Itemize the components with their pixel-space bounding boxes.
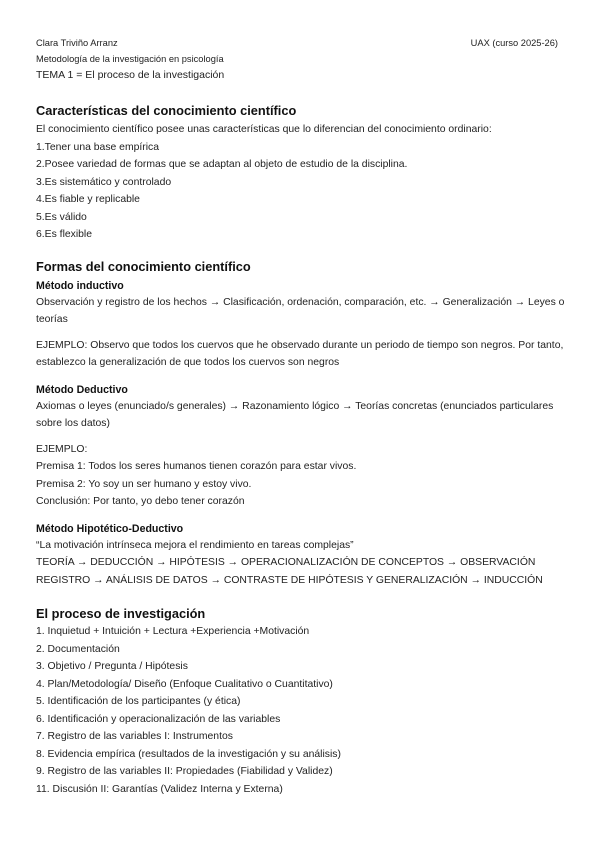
list-item: 9. Registro de las variables II: Propiedades (Fiabilidad y Validez) bbox=[36, 766, 333, 777]
premise-2: Premisa 2: Yo soy un ser humano y estoy vivo. bbox=[36, 478, 252, 490]
section-research-process bbox=[36, 605, 566, 798]
deductive-method-text: Axiomas o leyes (enunciado/s generales) → Razonamiento lógico → Teorías concretas (enunciados particulares sobre los datos) bbox=[36, 400, 554, 429]
document-body bbox=[36, 96, 566, 798]
course-label: UAX (curso 2025-26) bbox=[470, 38, 558, 48]
premise-1: Premisa 1: Todos los seres humanos tienen corazón para estar vivos. bbox=[36, 461, 357, 472]
list-item: 8. Evidencia empírica (resultados de la investigación y su análisis) bbox=[36, 748, 341, 760]
list-item: 2.Posee variedad de formas que se adaptan al objeto de estudio de la disciplina. bbox=[36, 159, 408, 170]
author-name: Clara Triviño Arranz bbox=[36, 38, 118, 48]
list-item: 3. Objetivo / Pregunta / Hipótesis bbox=[36, 661, 188, 672]
list-item: 7. Registro de las variables I: Instrumentos bbox=[36, 731, 233, 742]
section-characteristics bbox=[36, 102, 566, 244]
conclusion: Conclusión: Por tanto, yo debo tener corazón bbox=[36, 496, 245, 507]
list-item: 1. Inquietud + Intuición + Lectura +Experiencia +Motivación bbox=[36, 626, 310, 637]
hypothesis-quote: “La motivación intrínseca mejora el rendimiento en tareas complejas” bbox=[36, 539, 354, 551]
list-item: 5. Identificación de los participantes (y ética) bbox=[36, 696, 241, 707]
list-item: 6.Es flexible bbox=[36, 229, 93, 240]
section-intro: El conocimiento científico posee unas características que lo diferencian del conocimiento ordinario: bbox=[36, 124, 492, 135]
inductive-method-title: Método inductivo bbox=[36, 279, 124, 292]
section-title: El proceso de investigación bbox=[36, 606, 206, 621]
hypothetico-method-title: Método Hipotético-Deductivo bbox=[36, 522, 184, 535]
section-title: Formas del conocimiento científico bbox=[36, 258, 251, 274]
topic-title: TEMA 1 = El proceso de la investigación bbox=[36, 69, 225, 81]
hypothetico-chain: TEORÍA → DEDUCCIÓN → HIPÓTESIS → OPERACIONALIZACIÓN DE CONCEPTOS → OBSERVACIÓN REGISTRO → ANÁLISIS DE DATOS → CONTRASTE DE HIPÓTESIS Y GENERALIZACIÓN → INDUCCIÓN bbox=[36, 557, 543, 586]
list-item: 6. Identificación y operacionalización de las variables bbox=[36, 713, 281, 725]
list-item: 5.Es válido bbox=[36, 211, 87, 223]
section-title: Características del conocimiento científico bbox=[36, 103, 297, 118]
list-item: 4. Plan/Metodología/ Diseño (Enfoque Cualitativo o Cuantitativo) bbox=[36, 678, 333, 690]
list-item: 11. Discusión II: Garantías (Validez Interna y Externa) bbox=[36, 783, 283, 795]
section-forms bbox=[36, 258, 566, 590]
list-item: 3.Es sistemático y controlado bbox=[36, 176, 172, 188]
subject-label: Metodología de la investigación en psicología bbox=[36, 54, 224, 64]
list-item: 4.Es fiable y replicable bbox=[36, 194, 140, 205]
deductive-example-label: EJEMPLO: bbox=[36, 443, 88, 455]
inductive-method-text: Observación y registro de los hechos → Clasificación, ordenación, comparación, etc. → Generalización → Leyes o teorías bbox=[36, 296, 565, 325]
deductive-method-title: Método Deductivo bbox=[36, 383, 128, 396]
list-item: 2. Documentación bbox=[36, 643, 120, 655]
inductive-example: EJEMPLO: Observo que todos los cuervos que he observado durante un periodo de tiempo son negros. Por tanto, establezco la generalización de que todos los cuervos son negros bbox=[36, 339, 564, 368]
list-item: 1.Tener una base empírica bbox=[36, 141, 160, 153]
